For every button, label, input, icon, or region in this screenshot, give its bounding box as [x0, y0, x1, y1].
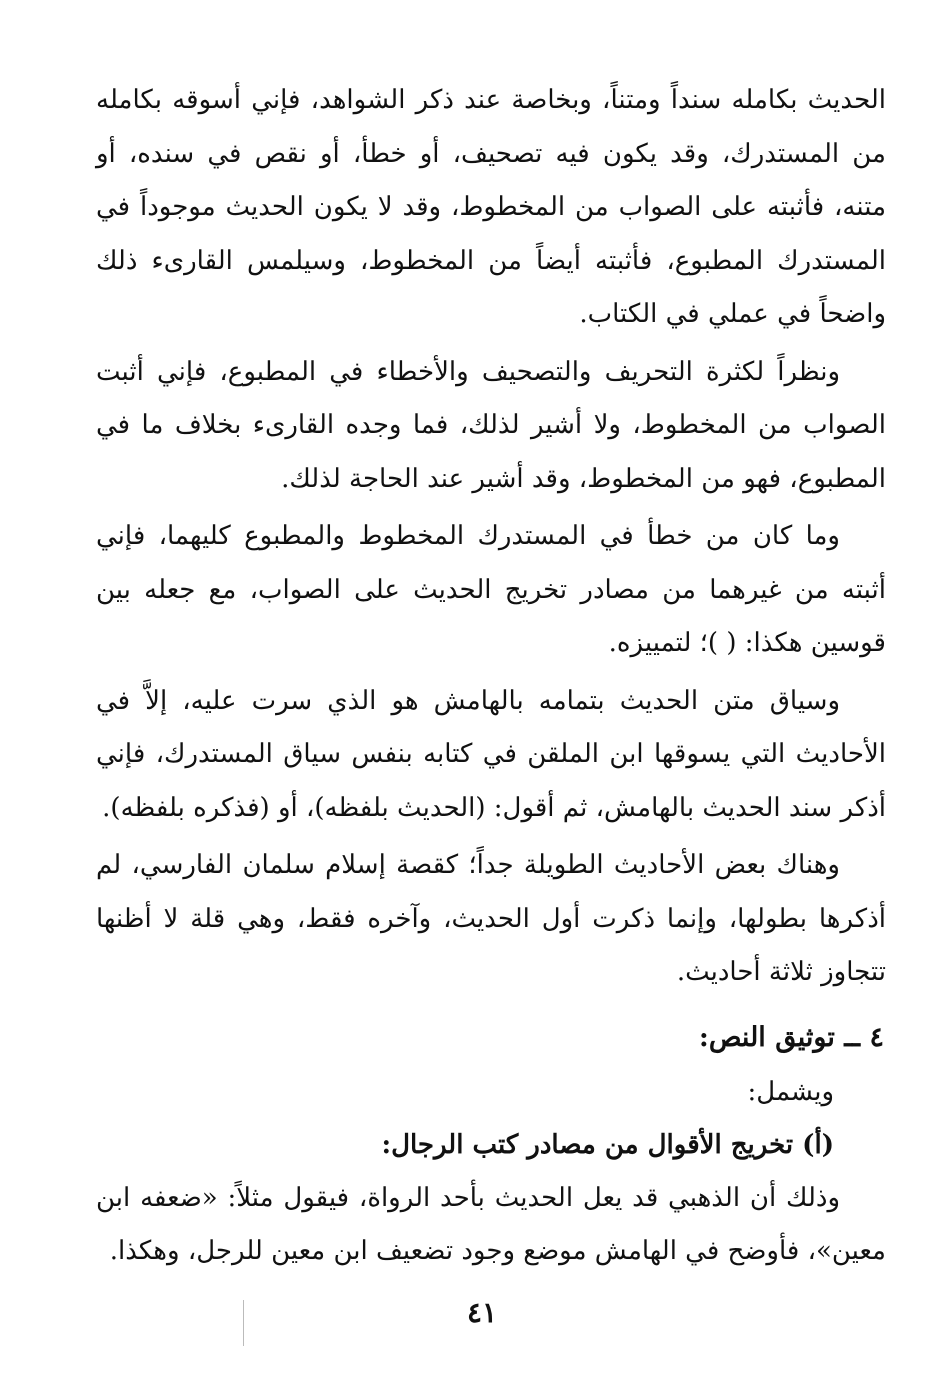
margin-rule	[243, 1300, 244, 1346]
paragraph-5: وهناك بعض الأحاديث الطويلة جداً؛ كقصة إسلام سلمان الفارسي، لم أذكرها بطولها، وإنما ذكرت أول الحديث، وآخره فقط، وهي قلة لا أظنها تتجاوز ثلاثة أحاديث.	[96, 850, 886, 987]
paragraph-2: ونظراً لكثرة التحريف والتصحيف والأخطاء في المطبوع، فإني أثبت الصواب من المخطوط، ولا أشير لذلك، فما وجده القارىء بخلاف ما في المطبوع، فهو من المخطوط، وقد أشير عند الحاجة لذلك.	[96, 356, 886, 494]
paragraph-1: الحديث بكامله سنداً ومتناً، وبخاصة عند ذكر الشواهد، فإني أسوقه بكامله من المستدرك، وقد يكون فيه تصحيف، أو خطأ، أو نقص في سنده، أو متنه، فأثبته على الصواب من المخطوط، وقد لا يكون الحديث موجوداً في المستدرك المطبوع، فأثبته أيضاً من المخطوط، وسيلمس القارىء ذلك واضحاً في عملي في الكتاب.	[96, 85, 886, 329]
includes-label: ويشمل:	[747, 1076, 834, 1107]
subsection-heading: (أ) تخريج الأقوال من مصادر كتب الرجال:	[381, 1129, 834, 1160]
section-heading: ٤ ــ توثيق النص:	[698, 1021, 884, 1053]
paragraph-3: وما كان من خطأ في المستدرك المخطوط والمطبوع كليهما، فإني أثبته من غيرهما من مصادر تخريج الحديث على الصواب، مع جعله بين قوسين هكذا: ( )؛ لتمييزه.	[96, 521, 886, 658]
paragraph-4: وسياق متن الحديث بتمامه بالهامش هو الذي سرت عليه، إلاَّ في الأحاديث التي يسوقها ابن الملقن في كتابه بنفس سياق المستدرك، فإني أذكر سند الحديث بالهامش، ثم أقول: (الحديث بلفظه)، أو (فذكره بلفظه).	[96, 685, 886, 823]
final-paragraph: وذلك أن الذهبي قد يعل الحديث بأحد الرواة، فيقول مثلاً: «ضعفه ابن معين»، فأوضح في الهامش موضع وجود تضعيف ابن معين للرجل، وهكذا.	[96, 1182, 886, 1266]
page-body	[96, 74, 886, 1279]
page-number: ٤١	[466, 1296, 498, 1329]
